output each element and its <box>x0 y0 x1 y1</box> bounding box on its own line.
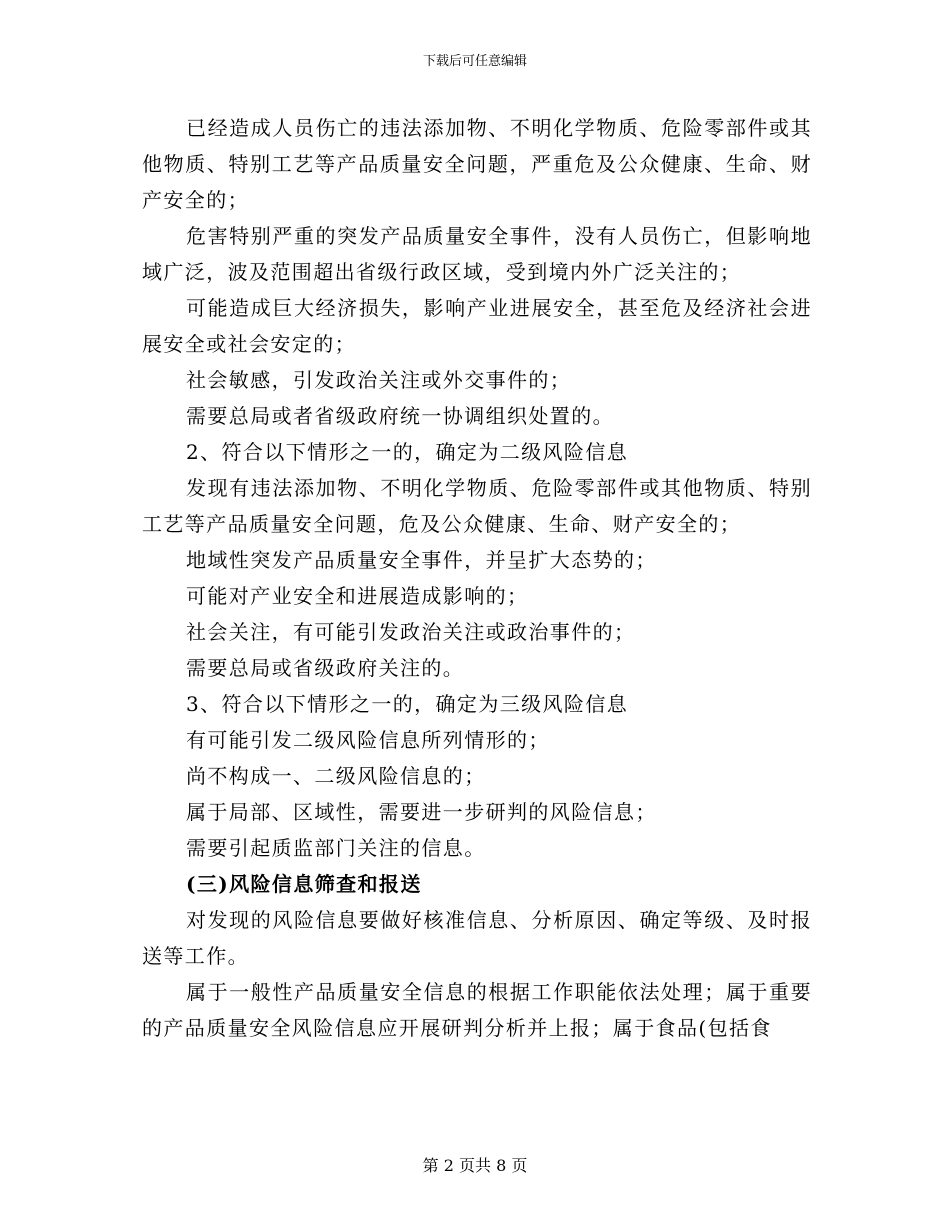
paragraph: 属于局部、区域性，需要进一步研判的风险信息； <box>186 800 657 824</box>
paragraph: 需要总局或省级政府关注的。 <box>186 656 465 680</box>
section-heading: (三)风险信息筛查和报送 <box>186 872 422 896</box>
paragraph-level-2-rule: 2、符合以下情形之一的，确定为二级风险信息 <box>186 440 629 464</box>
paragraph-level-3-rule: 3、符合以下情形之一的，确定为三级风险信息 <box>186 692 629 716</box>
paragraph: 发现有违法添加物、不明化学物质、危险零部件或其他物质、特别工艺等产品质量安全问题，危及公众健康、生命、财产安全的； <box>142 476 812 536</box>
paragraph: 社会敏感，引发政治关注或外交事件的； <box>186 368 572 392</box>
page-header: 下载后可任意编辑 <box>422 54 527 69</box>
page-number: 第 2 页共 8 页 <box>422 1156 528 1175</box>
paragraph: 需要引起质监部门关注的信息。 <box>186 836 486 860</box>
paragraph: 社会关注，有可能引发政治关注或政治事件的； <box>186 620 636 644</box>
paragraph: 属于一般性产品质量安全信息的根据工作职能依法处理；属于重要的产品质量安全风险信息应开展研判分析并上报；属于食品(包括食 <box>142 980 812 1040</box>
document-body <box>142 110 812 1046</box>
paragraph: 尚不构成一、二级风险信息的； <box>186 764 486 788</box>
paragraph: 已经造成人员伤亡的违法添加物、不明化学物质、危险零部件或其他物质、特别工艺等产品质量安全问题，严重危及公众健康、生命、财产安全的； <box>142 116 812 212</box>
paragraph: 有可能引发二级风险信息所列情形的； <box>186 728 550 752</box>
paragraph: 地域性突发产品质量安全事件，并呈扩大态势的； <box>186 548 657 572</box>
paragraph: 可能造成巨大经济损失，影响产业进展安全，甚至危及经济社会进展安全或社会安定的； <box>142 296 812 356</box>
paragraph: 需要总局或者省级政府统一协调组织处置的。 <box>186 404 614 428</box>
paragraph: 危害特别严重的突发产品质量安全事件，没有人员伤亡，但影响地域广泛，波及范围超出省级行政区域，受到境内外广泛关注的； <box>142 224 812 284</box>
paragraph: 对发现的风险信息要做好核准信息、分析原因、确定等级、及时报送等工作。 <box>142 908 812 968</box>
paragraph: 可能对产业安全和进展造成影响的； <box>186 584 529 608</box>
